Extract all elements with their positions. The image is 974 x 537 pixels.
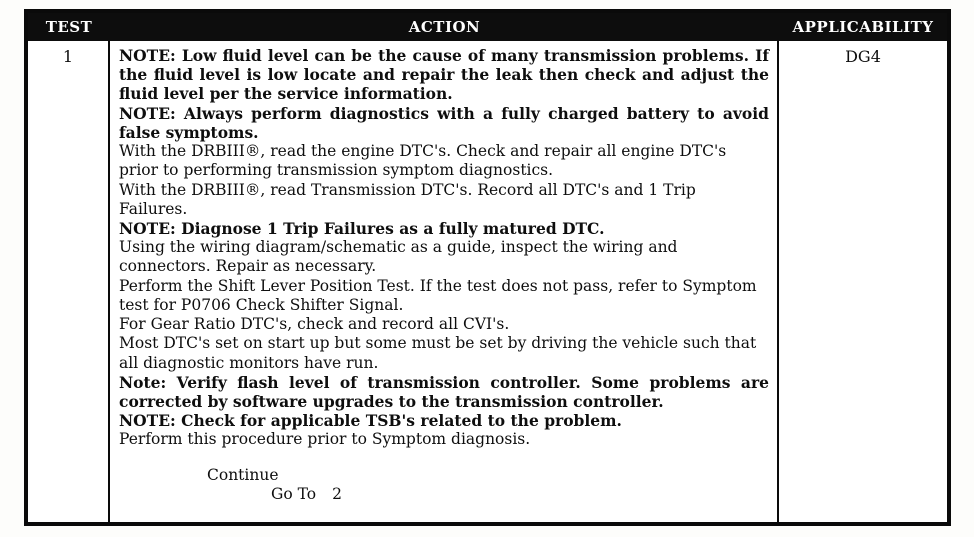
note-paragraph: Note: Verify flash level of transmission controller. Some problems are corrected by software upgrades to the transmission controller. (119, 372, 769, 411)
table-row (28, 41, 947, 522)
table-header-row (28, 13, 947, 41)
test-number-cell: 1 (28, 41, 110, 522)
goto-line (119, 485, 769, 504)
continue-label: Continue (207, 465, 279, 484)
action-cell (110, 41, 779, 522)
action-paragraph: With the DRBIII®, read the engine DTC's. Check and repair all engine DTC's prior to performing transmission symptom diagnostics. (119, 142, 727, 180)
column-header-action: ACTION (408, 18, 481, 36)
note-paragraph: NOTE: Diagnose 1 Trip Failures as a fully matured DTC. (119, 218, 605, 238)
action-paragraph: Using the wiring diagram/schematic as a guide, inspect the wiring and connectors. Repair as necessary. (119, 238, 678, 276)
column-header-test: TEST (45, 18, 93, 36)
action-paragraph: For Gear Ratio DTC's, check and record all CVI's. (119, 315, 510, 334)
applicability-cell: DG4 (845, 47, 881, 66)
diagnostic-table (24, 9, 951, 526)
action-paragraph: Perform the Shift Lever Position Test. If the test does not pass, refer to Symptom test for P0706 Check Shifter Signal. (119, 276, 757, 314)
column-header-applicability: APPLICABILITY (792, 18, 934, 36)
goto-target-number: 2 (332, 484, 342, 503)
action-paragraph: With the DRBIII®, read Transmission DTC's. Record all DTC's and 1 Trip Failures. (119, 180, 696, 218)
goto-label: Go To (271, 484, 317, 503)
action-paragraph: Most DTC's set on start up but some must be set by driving the vehicle such that all diagnostic monitors have run. (119, 334, 757, 372)
action-paragraph: Perform this procedure prior to Symptom diagnosis. (119, 430, 531, 449)
action-footer (119, 466, 769, 504)
note-paragraph: NOTE: Check for applicable TSB's related to the problem. (119, 411, 622, 431)
note-paragraph: NOTE: Low fluid level can be the cause of many transmission problems. If the fluid level is low locate and repair the leak then check and adjust the fluid level per the service information. (119, 46, 769, 104)
note-paragraph: NOTE: Always perform diagnostics with a fully charged battery to avoid false symptoms. (119, 103, 769, 142)
